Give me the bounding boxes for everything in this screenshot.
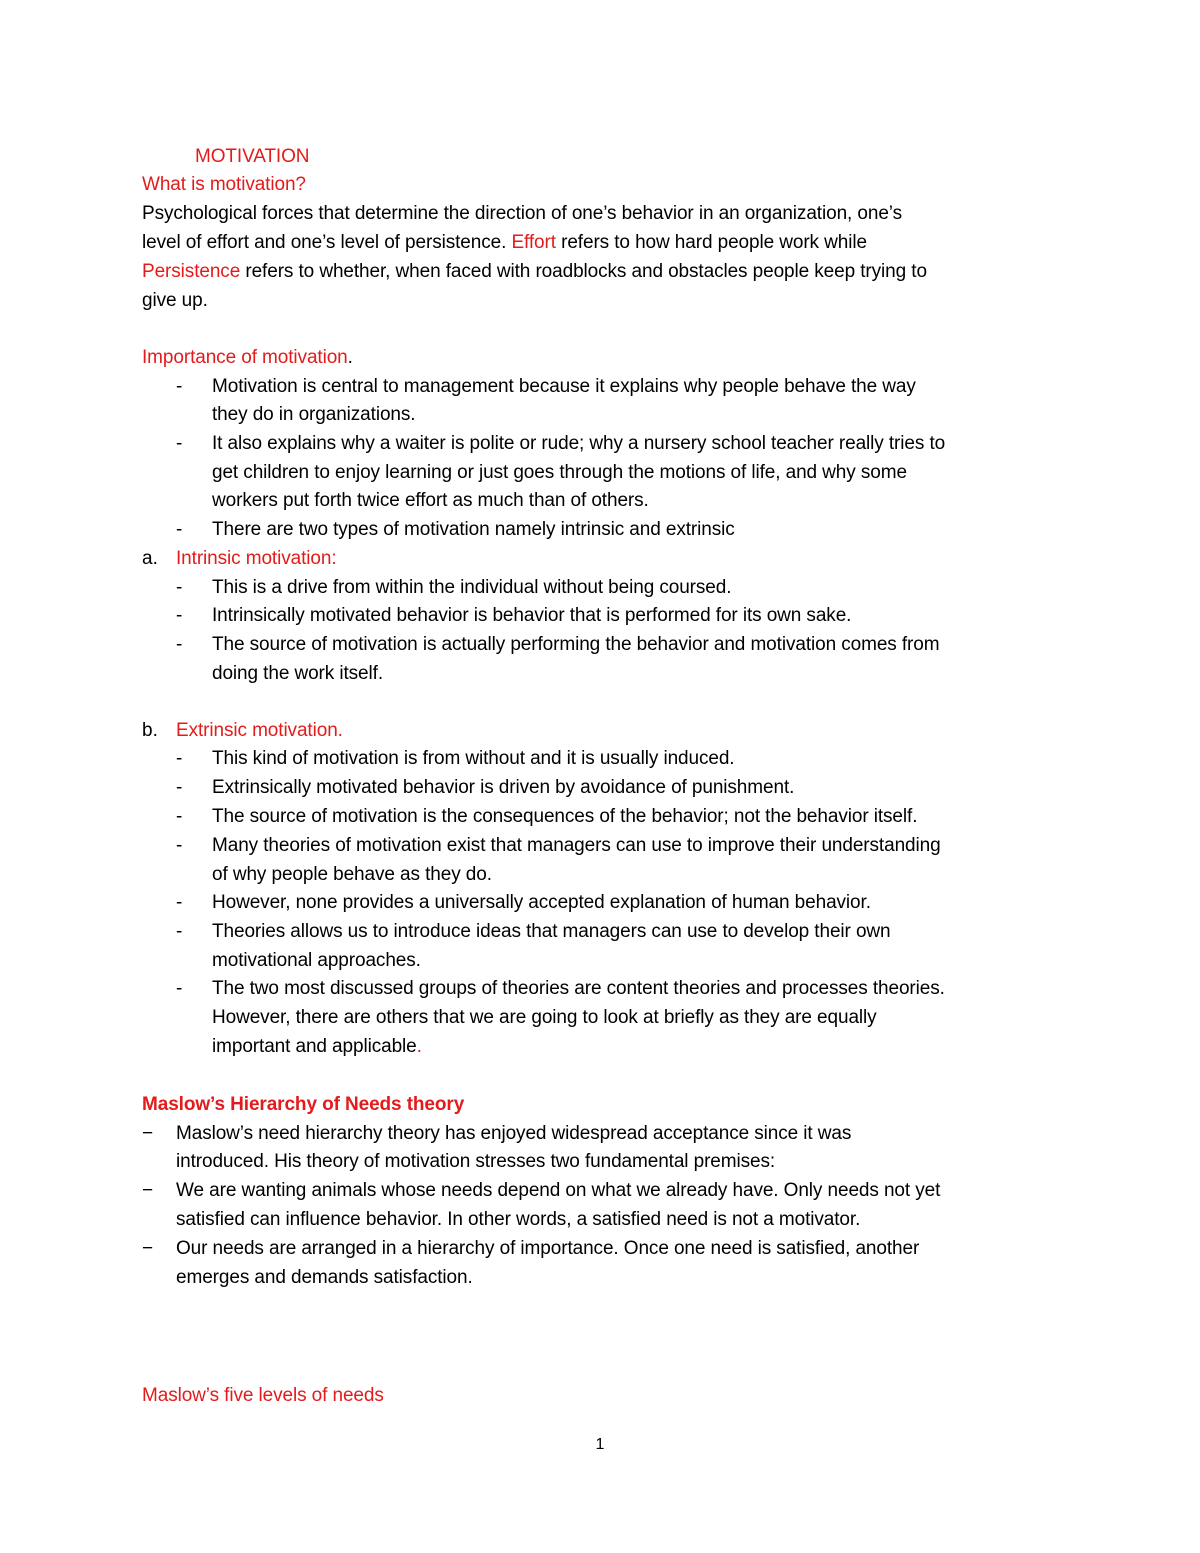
maslow-heading: Maslow’s Hierarchy of Needs theory: [142, 1094, 465, 1115]
document-title: MOTIVATION: [195, 146, 310, 167]
list-item: The two most discussed groups of theories are content theories and processes theories.: [212, 978, 945, 999]
extrinsic-heading: Extrinsic motivation.: [176, 720, 343, 741]
list-item-continuation: satisfied can influence behavior. In other words, a satisfied need is not a motivator.: [176, 1209, 861, 1230]
bullet-dash: −: [142, 1123, 154, 1144]
list-item-continuation: important and applicable.: [212, 1036, 422, 1057]
list-item: Intrinsically motivated behavior is behavior that is performed for its own sake.: [212, 605, 852, 626]
list-marker-a: a.: [142, 548, 158, 569]
bullet-dash: -: [176, 978, 183, 999]
definition-line-1: Psychological forces that determine the direction of one’s behavior in an organization, one’s: [142, 203, 902, 224]
bullet-dash: -: [176, 376, 183, 397]
bullet-dash: -: [176, 748, 183, 769]
intrinsic-heading: Intrinsic motivation:: [176, 548, 337, 569]
what-is-motivation-heading: What is motivation?: [142, 174, 306, 195]
list-item: We are wanting animals whose needs depend on what we already have. Only needs not yet: [176, 1180, 941, 1201]
list-item: However, none provides a universally accepted explanation of human behavior.: [212, 892, 871, 913]
list-item: Extrinsically motivated behavior is driven by avoidance of punishment.: [212, 777, 795, 798]
list-item-continuation: workers put forth twice effort as much than of others.: [212, 490, 649, 511]
list-item: This kind of motivation is from without and it is usually induced.: [212, 748, 735, 769]
bullet-dash: -: [176, 605, 183, 626]
list-item: The source of motivation is actually performing the behavior and motivation comes from: [212, 634, 940, 655]
page-number: 1: [595, 1436, 605, 1453]
list-item: Our needs are arranged in a hierarchy of importance. Once one need is satisfied, another: [176, 1238, 920, 1259]
list-item-continuation: However, there are others that we are going to look at briefly as they are equally: [212, 1007, 877, 1028]
definition-line-2: level of effort and one’s level of persistence. Effort refers to how hard people work while: [142, 232, 867, 253]
bullet-dash: -: [176, 634, 183, 655]
bullet-dash: −: [142, 1180, 154, 1201]
list-item: It also explains why a waiter is polite or rude; why a nursery school teacher really tries to: [212, 433, 946, 454]
bullet-dash: −: [142, 1238, 154, 1259]
persistence-term: Persistence: [142, 261, 241, 282]
list-item-continuation: get children to enjoy learning or just goes through the motions of life, and why some: [212, 462, 907, 483]
list-item: Motivation is central to management because it explains why people behave the way: [212, 376, 916, 397]
definition-line-3: Persistence refers to whether, when faced with roadblocks and obstacles people keep trying to: [142, 261, 927, 282]
list-item: Maslow’s need hierarchy theory has enjoyed widespread acceptance since it was: [176, 1123, 852, 1144]
list-item-continuation: they do in organizations.: [212, 404, 416, 425]
bullet-dash: -: [176, 806, 183, 827]
effort-term: Effort: [511, 232, 556, 253]
definition-line-4: give up.: [142, 290, 208, 311]
list-item-continuation: of why people behave as they do.: [212, 864, 492, 885]
bullet-dash: -: [176, 835, 183, 856]
list-item-continuation: emerges and demands satisfaction.: [176, 1267, 473, 1288]
five-levels-heading: Maslow’s five levels of needs: [142, 1385, 384, 1406]
bullet-dash: -: [176, 433, 183, 454]
list-marker-b: b.: [142, 720, 158, 741]
list-item: There are two types of motivation namely intrinsic and extrinsic: [212, 519, 735, 540]
importance-heading: Importance of motivation.: [142, 347, 353, 368]
list-item-continuation: doing the work itself.: [212, 663, 383, 684]
list-item: This is a drive from within the individual without being coursed.: [212, 577, 732, 598]
list-item: Many theories of motivation exist that managers can use to improve their understanding: [212, 835, 941, 856]
bullet-dash: -: [176, 892, 183, 913]
list-item-continuation: introduced. His theory of motivation stresses two fundamental premises:: [176, 1151, 776, 1172]
list-item: The source of motivation is the consequences of the behavior; not the behavior itself.: [212, 806, 918, 827]
bullet-dash: -: [176, 921, 183, 942]
list-item-continuation: motivational approaches.: [212, 950, 421, 971]
bullet-dash: -: [176, 777, 183, 798]
bullet-dash: -: [176, 519, 183, 540]
list-item: Theories allows us to introduce ideas that managers can use to develop their own: [212, 921, 891, 942]
bullet-dash: -: [176, 577, 183, 598]
